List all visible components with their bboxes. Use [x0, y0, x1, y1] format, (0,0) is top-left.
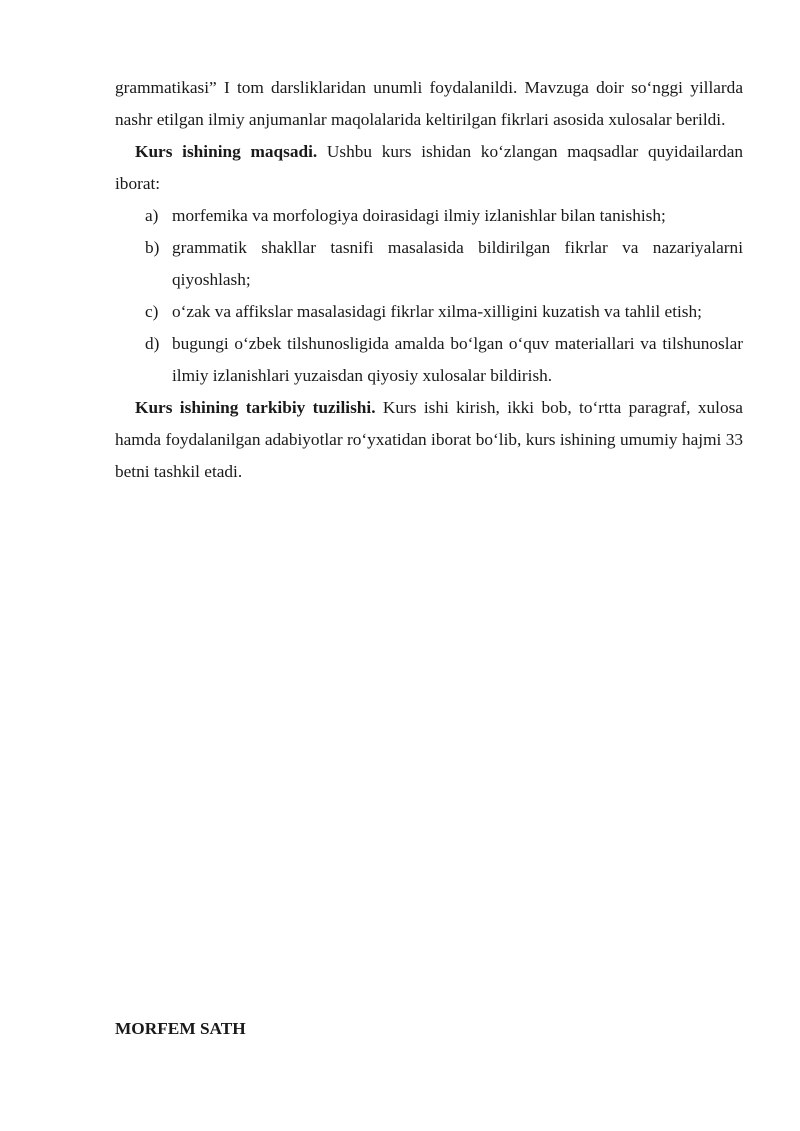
list-item [115, 200, 743, 232]
intro-paragraph: grammatikasi” I tom darsliklaridan unumli foydalanildi. Mavzuga doir so‘nggi yillarda nashr etilgan ilmiy anjumanlar maqolalarida keltirilgan fikrlari asosida xulosalar berildi. [115, 78, 743, 129]
structure-paragraph [115, 392, 743, 488]
list-item-text: grammatik shakllar tasnifi masalasida bildirilgan fikrlar va nazariyalarni qiyoshlash; [172, 238, 743, 289]
document-body [115, 72, 743, 488]
structure-text: Kurs ishi kirish, ikki bob, to‘rtta paragraf, xulosa hamda foydalanilgan adabiyotlar ro‘yxatidan iborat bo‘lib, kurs ishining umumiy hajmi 33 betni tashkil etadi. [115, 398, 743, 481]
list-marker: c) [145, 302, 159, 321]
purpose-paragraph [115, 136, 743, 200]
list-marker: a) [145, 206, 159, 225]
goals-list [115, 200, 743, 392]
list-marker: d) [145, 334, 160, 353]
purpose-text: Ushbu kurs ishidan ko‘zlangan maqsadlar quyidailardan iborat: [115, 142, 744, 193]
list-item-text: morfemika va morfologiya doirasidagi ilmiy izlanishlar bilan tanishish; [172, 206, 666, 225]
structure-title: Kurs ishining tarkibiy tuzilishi. [135, 398, 376, 417]
section-heading: MORFEM SATH [115, 1019, 246, 1038]
list-item [115, 328, 743, 392]
list-marker: b) [145, 238, 160, 257]
list-item [115, 296, 743, 328]
list-item [115, 232, 743, 296]
list-item-text: o‘zak va affikslar masalasidagi fikrlar xilma-xilligini kuzatish va tahlil etish; [172, 302, 702, 321]
list-item-text: bugungi o‘zbek tilshunosligida amalda bo‘lgan o‘quv materiallari va tilshunoslar ilmiy izlanishlari yuzaisdan qiyosiy xulosalar bildirish. [172, 334, 743, 385]
purpose-title: Kurs ishining maqsadi. [135, 142, 318, 161]
